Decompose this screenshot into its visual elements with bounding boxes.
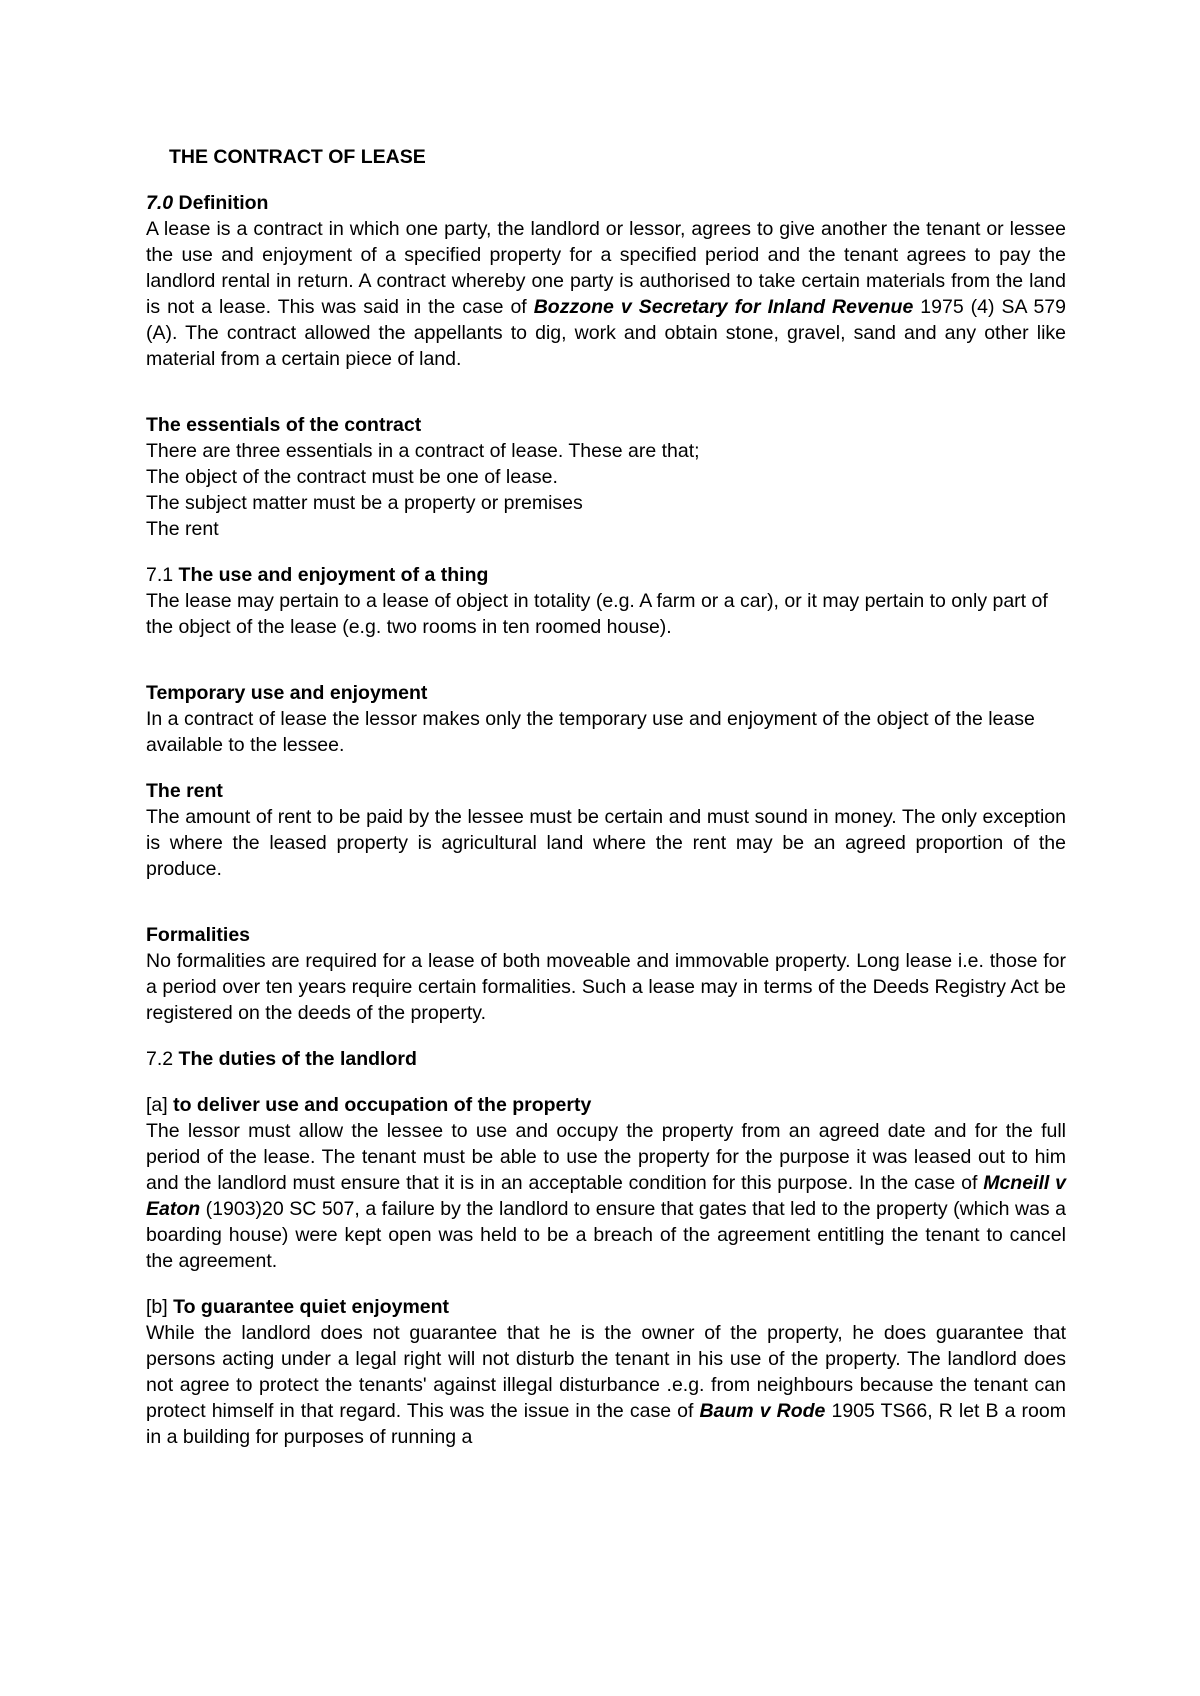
section-number: 7.1 [146, 564, 174, 586]
temporary-paragraph: In a contract of lease the lessor makes only the temporary use and enjoyment of the object of the lease available to the lessee. [146, 708, 1035, 756]
essentials-heading: The essentials of the contract [146, 414, 422, 436]
use-heading [146, 562, 1066, 588]
definition-heading [146, 190, 1066, 216]
quiet-text-2: 1905 TS66, R let B a room in a building for purposes of running a [146, 1400, 1066, 1448]
use-heading-text: The use and enjoyment of a thing [178, 564, 489, 586]
section-number: 7.0 [146, 192, 174, 214]
quiet-paragraph [146, 1320, 1066, 1450]
quiet-text-1: While the landlord does not guarantee that he is the owner of the property, he does guarantee that persons acting under a legal right will not disturb the tenant in his use of the property. The landlord does not agree to protect the tenants' against illegal disturbance .e.g. from neighbours because the tenant can protect himself in that regard. This was the issue in the case of [146, 1322, 1066, 1422]
duties-heading-text: The duties of the landlord [178, 1048, 417, 1070]
use-paragraph: The lease may pertain to a lease of object in totality (e.g. A farm or a car), or it may pertain to only part of the object of the lease (e.g. two rooms in ten roomed house). [146, 590, 1048, 638]
quiet-heading [146, 1294, 1066, 1320]
deliver-paragraph [146, 1118, 1066, 1274]
definition-heading-text: Definition [178, 192, 269, 214]
deliver-text-2: (1903)20 SC 507, a failure by the landlord to ensure that gates that led to the property (which was a boarding house) were kept open was held to be a breach of the agreement entitling the tenant to cancel the agreement. [146, 1198, 1066, 1272]
definition-text-2: 1975 (4) SA 579 (A). The contract allowed the appellants to dig, work and obtain stone, gravel, sand and any other like material from a certain piece of land. [146, 296, 1066, 370]
formalities-paragraph: No formalities are required for a lease of both moveable and immovable property. Long lease i.e. those for a period over ten years require certain formalities. Such a lease may in terms of the Deeds Registry Act be registered on the deeds of the property. [146, 950, 1066, 1024]
deliver-text-1: The lessor must allow the lessee to use and occupy the property from an agreed date and for the full period of the lease. The tenant must be able to use the property for the purpose it was leased out to him and the landlord must ensure that it is in an acceptable condition for this purpose. In the case of [146, 1120, 1066, 1194]
deliver-heading-text: to deliver use and occupation of the property [173, 1094, 592, 1116]
case-citation-baum: Baum v Rode [699, 1400, 826, 1422]
rent-paragraph: The amount of rent to be paid by the lessee must be certain and must sound in money. The only exception is where the leased property is agricultural land where the rent may be an agreed proportion of the produce. [146, 806, 1066, 880]
rent-heading: The rent [146, 780, 223, 802]
quiet-heading-text: To guarantee quiet enjoyment [173, 1296, 450, 1318]
essentials-line: The rent [146, 518, 219, 540]
item-tag: [b] [146, 1296, 168, 1318]
item-tag: [a] [146, 1094, 168, 1116]
document-body [146, 144, 1066, 1450]
section-number: 7.2 [146, 1048, 174, 1070]
case-citation-bozzone: Bozzone v Secretary for Inland Revenue [533, 296, 914, 318]
definition-text-1: A lease is a contract in which one party, the landlord or lessor, agrees to give another the tenant or lessee the use and enjoyment of a specified property for a specified period and the tenant agrees to pay the landlord rental in return. A contract whereby one party is authorised to take certain materials from the land is not a lease. This was said in the case of [146, 218, 1066, 318]
essentials-line: There are three essentials in a contract of lease. These are that; [146, 440, 700, 462]
definition-paragraph [146, 216, 1066, 372]
essentials-list [146, 438, 1066, 542]
deliver-heading [146, 1092, 1066, 1118]
essentials-line: The subject matter must be a property or premises [146, 492, 583, 514]
duties-heading [146, 1046, 1066, 1072]
formalities-heading: Formalities [146, 924, 251, 946]
temporary-heading: Temporary use and enjoyment [146, 682, 428, 704]
case-citation-mcneill: Mcneill v Eaton [146, 1172, 1066, 1220]
document-title: THE CONTRACT OF LEASE [169, 146, 426, 168]
essentials-line: The object of the contract must be one of lease. [146, 466, 558, 488]
